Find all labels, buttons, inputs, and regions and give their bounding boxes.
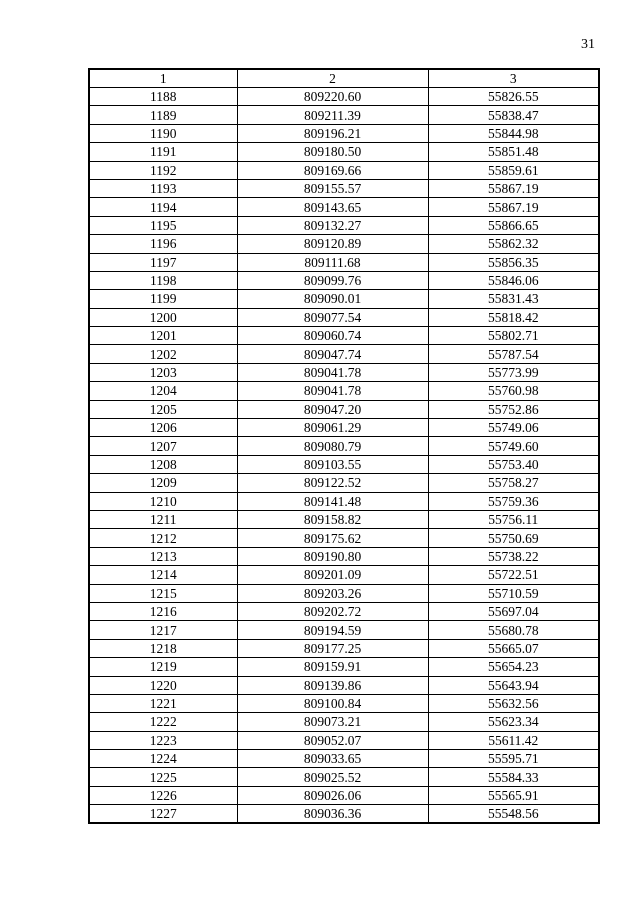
- y-coordinate-cell: 55838.47: [428, 106, 599, 124]
- point-number-cell: 1204: [89, 382, 237, 400]
- point-number-cell: 1207: [89, 437, 237, 455]
- point-number-cell: 1212: [89, 529, 237, 547]
- y-coordinate-cell: 55787.54: [428, 345, 599, 363]
- y-coordinate-cell: 55632.56: [428, 694, 599, 712]
- table-row: [89, 437, 599, 455]
- point-number-cell: 1194: [89, 198, 237, 216]
- point-number-cell: 1221: [89, 694, 237, 712]
- table-row: [89, 290, 599, 308]
- y-coordinate-cell: 55859.61: [428, 161, 599, 179]
- point-number-cell: 1227: [89, 805, 237, 824]
- x-coordinate-cell: 809041.78: [237, 382, 428, 400]
- table-row: [89, 768, 599, 786]
- table-row: [89, 786, 599, 804]
- point-number-cell: 1201: [89, 327, 237, 345]
- table-row: [89, 750, 599, 768]
- table-row: [89, 235, 599, 253]
- y-coordinate-cell: 55665.07: [428, 639, 599, 657]
- point-number-cell: 1216: [89, 602, 237, 620]
- point-number-cell: 1205: [89, 400, 237, 418]
- point-number-cell: 1226: [89, 786, 237, 804]
- point-number-cell: 1214: [89, 566, 237, 584]
- point-number-cell: 1209: [89, 474, 237, 492]
- table-row: [89, 639, 599, 657]
- x-coordinate-cell: 809036.36: [237, 805, 428, 824]
- point-number-cell: 1191: [89, 143, 237, 161]
- x-coordinate-cell: 809052.07: [237, 731, 428, 749]
- point-number-cell: 1195: [89, 216, 237, 234]
- table-row: [89, 713, 599, 731]
- table-row: [89, 106, 599, 124]
- y-coordinate-cell: 55831.43: [428, 290, 599, 308]
- point-number-cell: 1211: [89, 510, 237, 528]
- point-number-cell: 1210: [89, 492, 237, 510]
- table-row: [89, 400, 599, 418]
- table-row: [89, 198, 599, 216]
- x-coordinate-cell: 809139.86: [237, 676, 428, 694]
- table-row: [89, 492, 599, 510]
- table-row: [89, 88, 599, 106]
- table-row: [89, 547, 599, 565]
- x-coordinate-cell: 809099.76: [237, 271, 428, 289]
- x-coordinate-cell: 809041.78: [237, 363, 428, 381]
- table-row: [89, 805, 599, 824]
- table-row: [89, 124, 599, 142]
- point-number-cell: 1206: [89, 419, 237, 437]
- y-coordinate-cell: 55802.71: [428, 327, 599, 345]
- x-coordinate-cell: 809026.06: [237, 786, 428, 804]
- point-number-cell: 1219: [89, 658, 237, 676]
- table-row: [89, 216, 599, 234]
- x-coordinate-cell: 809047.20: [237, 400, 428, 418]
- x-coordinate-cell: 809080.79: [237, 437, 428, 455]
- table-body: [89, 88, 599, 824]
- table-row: [89, 694, 599, 712]
- x-coordinate-cell: 809196.21: [237, 124, 428, 142]
- table-row: [89, 345, 599, 363]
- x-coordinate-cell: 809190.80: [237, 547, 428, 565]
- page-number: 31: [581, 37, 595, 52]
- y-coordinate-cell: 55565.91: [428, 786, 599, 804]
- table-row: [89, 455, 599, 473]
- point-number-cell: 1217: [89, 621, 237, 639]
- coordinates-table: [88, 68, 600, 824]
- x-coordinate-cell: 809201.09: [237, 566, 428, 584]
- y-coordinate-cell: 55867.19: [428, 198, 599, 216]
- x-coordinate-cell: 809158.82: [237, 510, 428, 528]
- x-coordinate-cell: 809155.57: [237, 179, 428, 197]
- y-coordinate-cell: 55750.69: [428, 529, 599, 547]
- column-header-3: 3: [428, 69, 599, 88]
- point-number-cell: 1193: [89, 179, 237, 197]
- column-header-2: 2: [237, 69, 428, 88]
- x-coordinate-cell: 809120.89: [237, 235, 428, 253]
- point-number-cell: 1190: [89, 124, 237, 142]
- x-coordinate-cell: 809159.91: [237, 658, 428, 676]
- table-row: [89, 271, 599, 289]
- x-coordinate-cell: 809175.62: [237, 529, 428, 547]
- point-number-cell: 1225: [89, 768, 237, 786]
- point-number-cell: 1208: [89, 455, 237, 473]
- table-row: [89, 529, 599, 547]
- y-coordinate-cell: 55710.59: [428, 584, 599, 602]
- y-coordinate-cell: 55826.55: [428, 88, 599, 106]
- y-coordinate-cell: 55760.98: [428, 382, 599, 400]
- table-row: [89, 584, 599, 602]
- x-coordinate-cell: 809060.74: [237, 327, 428, 345]
- x-coordinate-cell: 809169.66: [237, 161, 428, 179]
- table-row: [89, 253, 599, 271]
- point-number-cell: 1189: [89, 106, 237, 124]
- x-coordinate-cell: 809100.84: [237, 694, 428, 712]
- y-coordinate-cell: 55749.60: [428, 437, 599, 455]
- table-header-row: [89, 69, 599, 88]
- x-coordinate-cell: 809090.01: [237, 290, 428, 308]
- y-coordinate-cell: 55866.65: [428, 216, 599, 234]
- y-coordinate-cell: 55548.56: [428, 805, 599, 824]
- x-coordinate-cell: 809047.74: [237, 345, 428, 363]
- table-row: [89, 161, 599, 179]
- point-number-cell: 1218: [89, 639, 237, 657]
- table-row: [89, 327, 599, 345]
- y-coordinate-cell: 55643.94: [428, 676, 599, 694]
- table-row: [89, 179, 599, 197]
- x-coordinate-cell: 809103.55: [237, 455, 428, 473]
- y-coordinate-cell: 55611.42: [428, 731, 599, 749]
- x-coordinate-cell: 809180.50: [237, 143, 428, 161]
- y-coordinate-cell: 55697.04: [428, 602, 599, 620]
- table-row: [89, 731, 599, 749]
- table-row: [89, 566, 599, 584]
- point-number-cell: 1200: [89, 308, 237, 326]
- point-number-cell: 1203: [89, 363, 237, 381]
- y-coordinate-cell: 55722.51: [428, 566, 599, 584]
- y-coordinate-cell: 55758.27: [428, 474, 599, 492]
- table-row: [89, 510, 599, 528]
- x-coordinate-cell: 809122.52: [237, 474, 428, 492]
- x-coordinate-cell: 809194.59: [237, 621, 428, 639]
- y-coordinate-cell: 55756.11: [428, 510, 599, 528]
- y-coordinate-cell: 55680.78: [428, 621, 599, 639]
- point-number-cell: 1192: [89, 161, 237, 179]
- y-coordinate-cell: 55584.33: [428, 768, 599, 786]
- table-row: [89, 419, 599, 437]
- y-coordinate-cell: 55862.32: [428, 235, 599, 253]
- table-row: [89, 382, 599, 400]
- point-number-cell: 1224: [89, 750, 237, 768]
- y-coordinate-cell: 55844.98: [428, 124, 599, 142]
- table-row: [89, 363, 599, 381]
- x-coordinate-cell: 809143.65: [237, 198, 428, 216]
- point-number-cell: 1196: [89, 235, 237, 253]
- point-number-cell: 1215: [89, 584, 237, 602]
- y-coordinate-cell: 55738.22: [428, 547, 599, 565]
- table-row: [89, 474, 599, 492]
- point-number-cell: 1198: [89, 271, 237, 289]
- point-number-cell: 1199: [89, 290, 237, 308]
- y-coordinate-cell: 55749.06: [428, 419, 599, 437]
- y-coordinate-cell: 55867.19: [428, 179, 599, 197]
- y-coordinate-cell: 55753.40: [428, 455, 599, 473]
- table-row: [89, 621, 599, 639]
- point-number-cell: 1188: [89, 88, 237, 106]
- x-coordinate-cell: 809025.52: [237, 768, 428, 786]
- table-row: [89, 602, 599, 620]
- y-coordinate-cell: 55773.99: [428, 363, 599, 381]
- y-coordinate-cell: 55654.23: [428, 658, 599, 676]
- y-coordinate-cell: 55851.48: [428, 143, 599, 161]
- table-row: [89, 308, 599, 326]
- x-coordinate-cell: 809202.72: [237, 602, 428, 620]
- y-coordinate-cell: 55846.06: [428, 271, 599, 289]
- x-coordinate-cell: 809033.65: [237, 750, 428, 768]
- point-number-cell: 1223: [89, 731, 237, 749]
- x-coordinate-cell: 809132.27: [237, 216, 428, 234]
- x-coordinate-cell: 809077.54: [237, 308, 428, 326]
- y-coordinate-cell: 55856.35: [428, 253, 599, 271]
- column-header-1: 1: [89, 69, 237, 88]
- y-coordinate-cell: 55623.34: [428, 713, 599, 731]
- point-number-cell: 1220: [89, 676, 237, 694]
- point-number-cell: 1222: [89, 713, 237, 731]
- y-coordinate-cell: 55818.42: [428, 308, 599, 326]
- point-number-cell: 1202: [89, 345, 237, 363]
- y-coordinate-cell: 55752.86: [428, 400, 599, 418]
- table-row: [89, 143, 599, 161]
- x-coordinate-cell: 809061.29: [237, 419, 428, 437]
- y-coordinate-cell: 55759.36: [428, 492, 599, 510]
- y-coordinate-cell: 55595.71: [428, 750, 599, 768]
- table-row: [89, 676, 599, 694]
- x-coordinate-cell: 809141.48: [237, 492, 428, 510]
- point-number-cell: 1197: [89, 253, 237, 271]
- x-coordinate-cell: 809203.26: [237, 584, 428, 602]
- point-number-cell: 1213: [89, 547, 237, 565]
- x-coordinate-cell: 809177.25: [237, 639, 428, 657]
- x-coordinate-cell: 809220.60: [237, 88, 428, 106]
- x-coordinate-cell: 809073.21: [237, 713, 428, 731]
- table-row: [89, 658, 599, 676]
- x-coordinate-cell: 809111.68: [237, 253, 428, 271]
- x-coordinate-cell: 809211.39: [237, 106, 428, 124]
